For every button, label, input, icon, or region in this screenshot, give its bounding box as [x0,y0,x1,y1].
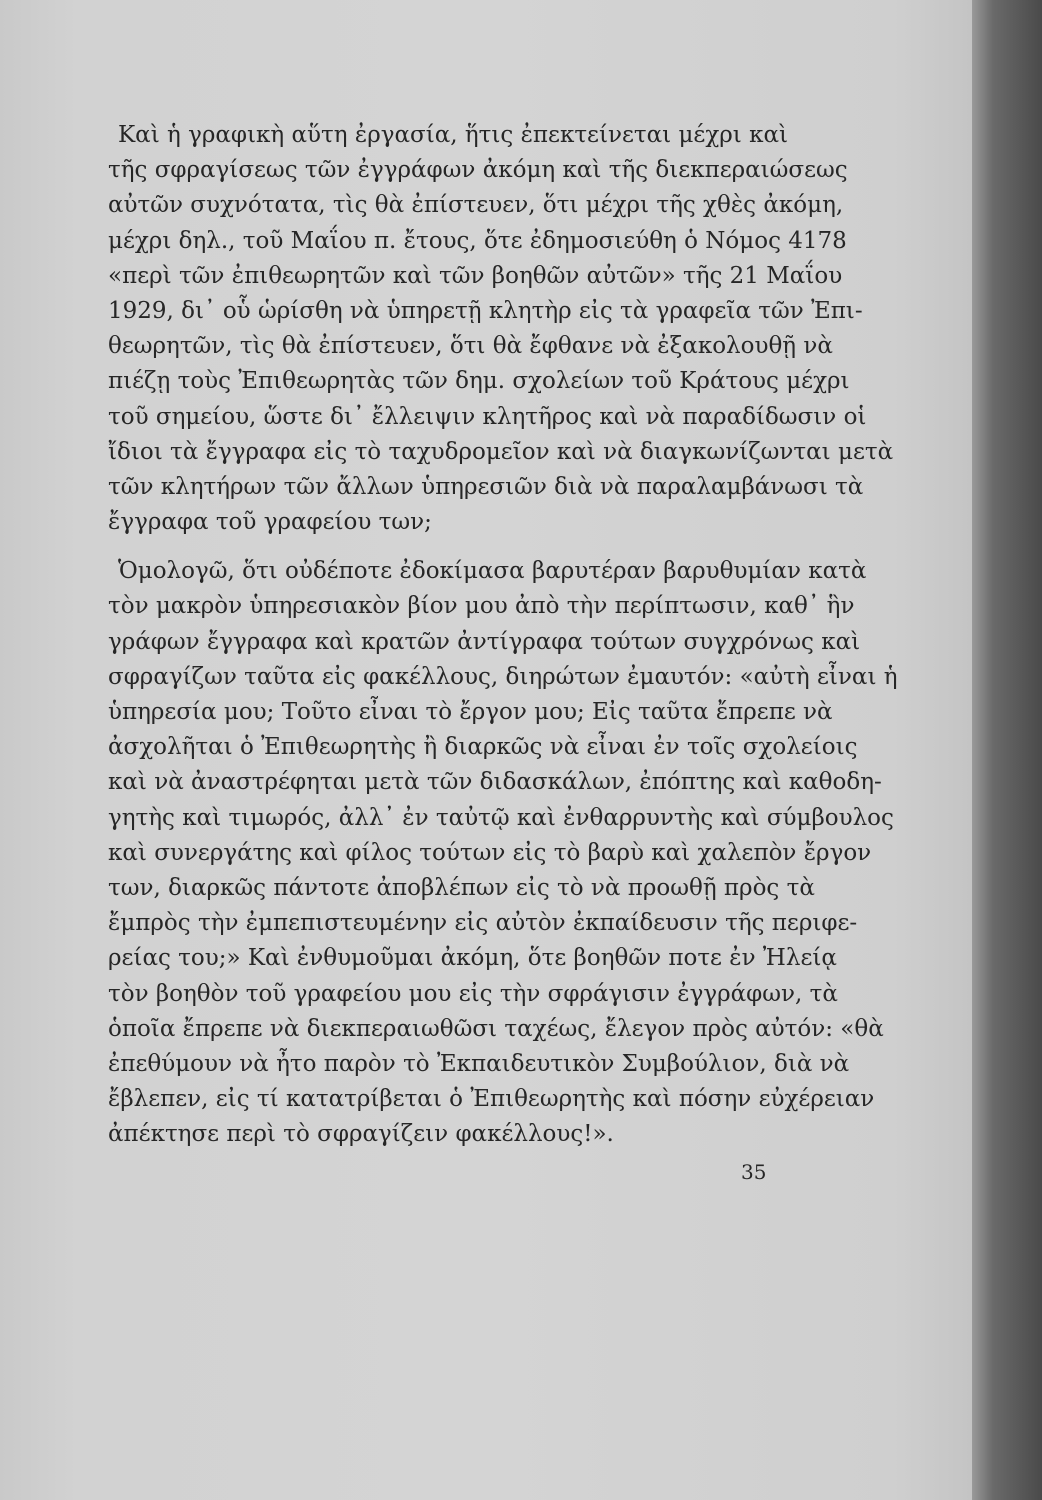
page-number: 35 [741,1160,767,1184]
text-line: τὸν μακρὸν ὑπηρεσιακὸν βίον μου ἀπὸ τὴν περίπτωσιν, καθ᾿ ἣν [108,593,855,620]
text-line: ἐπεθύμουν νὰ ἦτο παρὸν τὸ Ἐκπαιδευτικὸν Συμβούλιον, διὰ νὰ [108,1050,850,1077]
book-gutter-shadow [972,0,1042,1500]
text-line: ὁποῖα ἔπρεπε νὰ διεκπεραιωθῶσι ταχέως, ἔλεγον πρὸς αὐτόν: «θὰ [108,1015,884,1042]
paragraph-1 [108,118,894,540]
text-line: τοῦ σημείου, ὥστε δι᾿ ἔλλειψιν κλητῆρος καὶ νὰ παραδίδωσιν οἱ [108,403,867,430]
text-line: γράφων ἔγγραφα καὶ κρατῶν ἀντίγραφα τούτων συγχρόνως καὶ [108,628,861,655]
text-line: καὶ νὰ ἀναστρέφηται μετὰ τῶν διδασκάλων, ἐπόπτης καὶ καθοδη- [108,769,882,796]
text-line: πιέζῃ τοὺς Ἐπιθεωρητὰς τῶν δημ. σχολείων τοῦ Κράτους μέχρι [108,368,850,395]
text-line: τῶν κλητήρων τῶν ἄλλων ὑπηρεσιῶν διὰ νὰ παραλαμβάνωσι τὰ [108,473,864,500]
text-line: Ὁμολογῶ, ὅτι οὐδέποτε ἐδοκίμασα βαρυτέραν βαρυθυμίαν κατὰ [118,558,867,585]
paragraph-2 [108,554,898,1152]
text-line: καὶ συνεργάτης καὶ φίλος τούτων εἰς τὸ βαρὺ καὶ χαλεπὸν ἔργον [108,839,872,866]
text-line: τῆς σφραγίσεως τῶν ἐγγράφων ἀκόμη καὶ τῆς διεκπεραιώσεως [108,157,848,184]
text-line: αὐτῶν συχνότατα, τὶς θὰ ἐπίστευεν, ὅτι μέχρι τῆς χθὲς ἀκόμη, [108,192,844,219]
text-line: Καὶ ἡ γραφικὴ αὕτη ἐργασία, ἥτις ἐπεκτείνεται μέχρι καὶ [118,122,789,148]
paragraph-gap [108,540,780,554]
body-text [108,118,898,1152]
text-line: ἀπέκτησε περὶ τὸ σφραγίζειν φακέλλους!». [108,1121,614,1148]
text-line: ἴδιοι τὰ ἔγγραφα εἰς τὸ ταχυδρομεῖον καὶ νὰ διαγκωνίζωνται μετὰ [108,438,894,465]
text-line: ἔβλεπεν, εἰς τί κατατρίβεται ὁ Ἐπιθεωρητὴς καὶ πόσην εὐχέρειαν [108,1086,875,1113]
text-line: γητὴς καὶ τιμωρός, ἀλλ᾿ ἐν ταὐτῷ καὶ ἐνθαρρυντὴς καὶ σύμβουλος [108,804,894,831]
text-line: ἔγγραφα τοῦ γραφείου των; [108,509,432,536]
text-line: τὸν βοηθὸν τοῦ γραφείου μου εἰς τὴν σφράγισιν ἐγγράφων, τὰ [108,980,838,1007]
text-line: «περὶ τῶν ἐπιθεωρητῶν καὶ τῶν βοηθῶν αὐτῶν» τῆς 21 Μαΐου [108,262,843,289]
text-line: ρείας του;» Καὶ ἐνθυμοῦμαι ἀκόμη, ὅτε βοηθῶν ποτε ἐν Ἠλείᾳ [108,945,837,972]
text-line: 1929, δι᾿ οὗ ὡρίσθη νὰ ὑπηρετῇ κλητὴρ εἰς τὰ γραφεῖα τῶν Ἐπι- [108,297,863,324]
text-line: ἔμπρὸς τὴν ἐμπεπιστευμένην εἰς αὐτὸν ἐκπαίδευσιν τῆς περιφε- [108,910,858,937]
text-line: μέχρι δηλ., τοῦ Μαΐου π. ἔτους, ὅτε ἐδημοσιεύθη ὁ Νόμος 4178 [108,227,847,254]
text-line: των, διαρκῶς πάντοτε ἀποβλέπων εἰς τὸ νὰ προωθῇ πρὸς τὰ [108,874,815,901]
text-line: ἀσχολῆται ὁ Ἐπιθεωρητὴς ἢ διαρκῶς νὰ εἶναι ἐν τοῖς σχολείοις [108,734,858,761]
text-line: θεωρητῶν, τὶς θὰ ἐπίστευεν, ὅτι θὰ ἔφθανε νὰ ἐξακολουθῇ νὰ [108,333,833,360]
text-line: ὑπηρεσία μου; Τοῦτο εἶναι τὸ ἔργον μου; Εἰς ταῦτα ἔπρεπε νὰ [108,699,833,725]
text-line: σφραγίζων ταῦτα εἰς φακέλλους, διηρώτων ἐμαυτόν: «αὐτὴ εἶναι ἡ [108,663,898,690]
